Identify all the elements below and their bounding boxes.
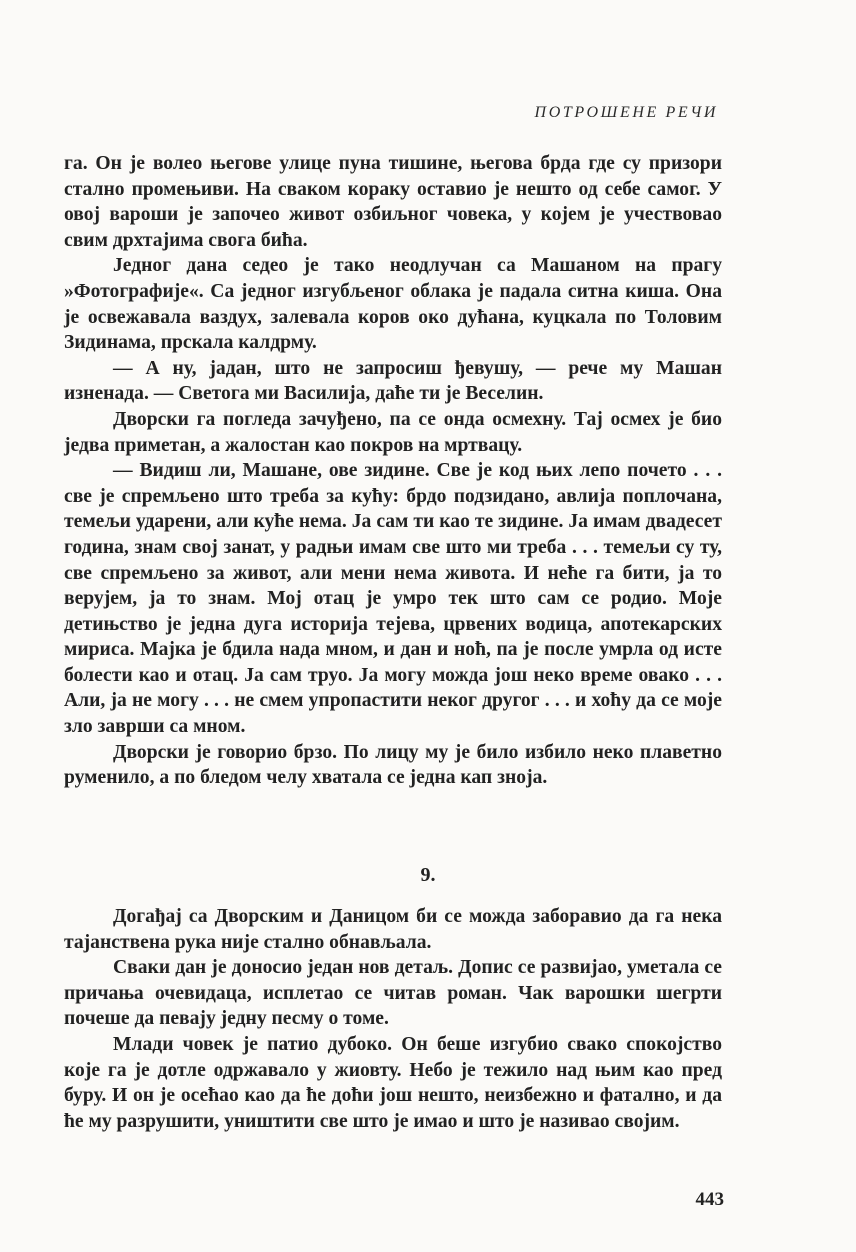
paragraph: — А ну, јадан, што не запросиш ђевушу, — рече му Машан изненада. — Светога ми Василија, даће ти је Веселин.: [64, 357, 722, 405]
paragraph: га. Он је волео његове улице пуна тишине, његова брда где су призори стално промењиви. На сваком кораку оставио је нешто од себе самог. У овој вароши је започео живот озбиљног човека, у којем је учествовао свим дрхтајима свога бића.: [64, 153, 722, 251]
paragraph: — Видиш ли, Машане, ове зидине. Све је код њих лепо почето . . . све је спремљено што треба за кућу: брдо подзидано, авлија поплочана, темељи ударени, али куће нема. Ја сам ти као те зидине. Ја имам двадесет година, знам свој занат, у радњи имам све што ми треба . . . темељи су ту, све спремљено за живот, али мени нема живота. И неће га бити, ја то верујем, ја то знам. Мој отац је умро тек што сам се родио. Моје детињство је једна дуга историја тејева, црвених водица, апотекарских мириса. Мајка је бдила нада мном, и дан и ноћ, па је после умрла од исте болести као и отац. Ја сам труо. Ја могу можда још неко време овако . . . Али, ја не могу . . . не смем упропастити неког другог . . . и хоћу да се моје зло заврши са мном.: [64, 460, 722, 738]
text-block-part1: [64, 151, 722, 791]
text-block-part2: [64, 904, 722, 1134]
paragraph: Дворски га погледа зачуђено, па се онда осмехну. Тај осмех је био једва приметан, а жалостан као покров на мртвацу.: [64, 408, 722, 456]
paragraph: Догађај са Дворским и Даницом би се можда заборавио да га нека тајанствена рука није стално обнављала.: [64, 906, 722, 953]
section-number: 9.: [420, 864, 436, 886]
paragraph: Сваки дан је доносио један нов детаљ. Допис се развијао, уметала се причања очевидаца, исплетао се читав роман. Чак варошки шегрти почеше да певају једну песму о томе.: [64, 957, 722, 1030]
page-number: 443: [695, 1189, 724, 1210]
paragraph: Дворски је говорио брзо. По лицу му је било избило неко плаветно руменило, а по бледом челу хватала се једна кап зноја.: [64, 741, 722, 789]
paragraph: Једног дана седео је тако неодлучан са Машаном на прагу »Фотографије«. Са једног изгубљеног облака је падала ситна киша. Она је освежавала ваздух, залевала коров око дућана, куцкала по Толовим Зидинама, прскала калдрму.: [64, 255, 722, 354]
paragraph: Млади човек је патио дубоко. Он беше изгубио свако спокојство које га је дотле одржавало у жиовту. Небо је тежило над њим као пред буру. И он је осећао као да ће доћи још нешто, неизбежно и фатално, и да ће му разрушити, уништити све што је имао и што је називао својим.: [64, 1033, 722, 1132]
running-head-title: ПОТРОШЕНЕ РЕЧИ: [534, 104, 718, 121]
